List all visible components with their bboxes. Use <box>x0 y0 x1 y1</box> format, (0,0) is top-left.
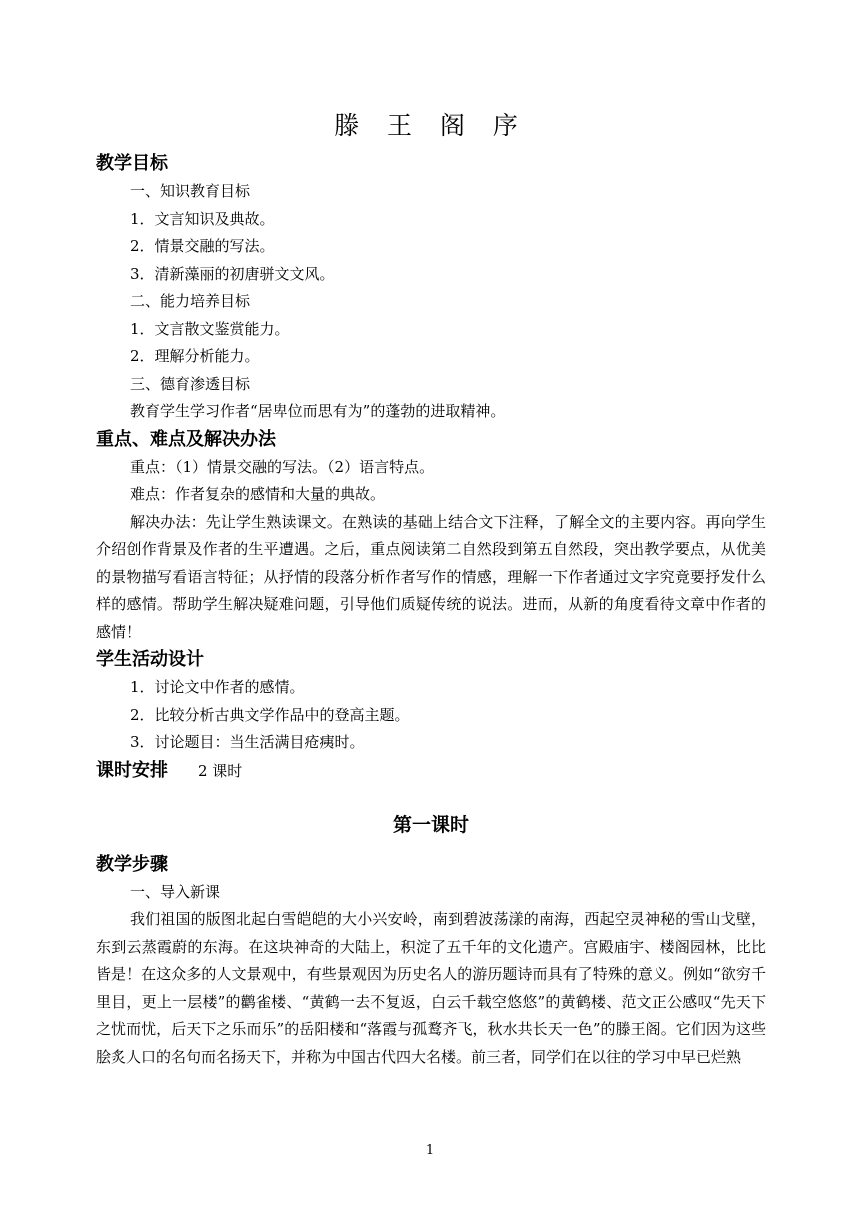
key-focus: 重点：（1）情景交融的写法。（2）语言特点。 <box>130 457 435 476</box>
goal-item: 3．清新藻丽的初唐骈文文风。 <box>130 264 335 283</box>
intro-text: 我们祖国的版图北起白雪皑皑的大小兴安岭，南到碧波荡漾的南海，西起空灵神秘的雪山戈壁，东到云蒸霞蔚的东海。在这块神奇的大陆上，积淀了五千年的文化遗产。宫殿庙宇、楼阁园林，比比皆是！在这众多的人文景观中，有些景观因为历史名人的游历题诗而具有了特殊的意义。例如“欲穷千里目，更上一层楼”的鹳雀楼、“黄鹤一去不复返，白云千载空悠悠”的黄鹤楼、范文正公感叹“先天下之忧而忧，后天下之乐而乐”的岳阳楼和“落霞与孤鹜齐飞，秋水共长天一色”的滕王阁。它们因为这些脍炙人口的名句而名扬天下，并称为中国古代四大名楼。前三者，同学们在以往的学习中早已烂熟 <box>96 910 766 1066</box>
activities-heading: 学生活动设计 <box>96 649 204 670</box>
activity-item: 2．比较分析古典文学作品中的登高主题。 <box>130 705 410 724</box>
goals-heading: 教学目标 <box>96 153 168 174</box>
goal-item: 教育学生学习作者“居卑位而思有为”的蓬勃的进取精神。 <box>130 402 506 420</box>
goal-item: 一、知识教育目标 <box>130 182 251 200</box>
document-title: 滕 王 阁 序 <box>334 111 528 140</box>
goal-item: 二、能力培养目标 <box>130 292 251 310</box>
page-number: 1 <box>425 1143 435 1158</box>
goal-item: 1．文言知识及典故。 <box>130 209 275 228</box>
intro-label: 一、导入新课 <box>130 882 221 901</box>
key-points-heading: 重点、难点及解决办法 <box>96 428 276 450</box>
schedule-row <box>96 757 766 785</box>
schedule-heading: 课时安排 <box>96 759 168 781</box>
key-difficulty: 难点：作者复杂的感情和大量的典故。 <box>130 485 386 503</box>
goal-item: 2．理解分析能力。 <box>130 347 260 365</box>
goal-item: 三、德育渗透目标 <box>130 374 251 393</box>
document-body <box>96 150 766 1071</box>
activity-item: 3．讨论题目：当生活满目疮痍时。 <box>130 733 365 751</box>
activity-item: 1．讨论文中作者的感情。 <box>130 678 305 696</box>
goal-item: 1．文言散文鉴赏能力。 <box>130 319 290 338</box>
key-solution: 解决办法：先让学生熟读课文。在熟读的基础上结合文下注释，了解全文的主要内容。再向学生介绍创作背景及作者的生平遭遇。之后，重点阅读第二自然段到第五自然段，突出教学要点，从优美的景物描写看语言特征；从抒情的段落分析作者写作的情感，理解一下作者通过文字究竟要抒发什么样的感情。帮助学生解决疑难问题，引导他们质疑传统的说法。进而，从新的角度看待文章中作者的感情！ <box>96 512 766 641</box>
steps-heading: 教学步骤 <box>96 853 168 875</box>
schedule-value: 2 课时 <box>198 761 243 780</box>
goal-item: 2．情景交融的写法。 <box>130 237 275 255</box>
lesson-heading: 第一课时 <box>392 813 469 836</box>
